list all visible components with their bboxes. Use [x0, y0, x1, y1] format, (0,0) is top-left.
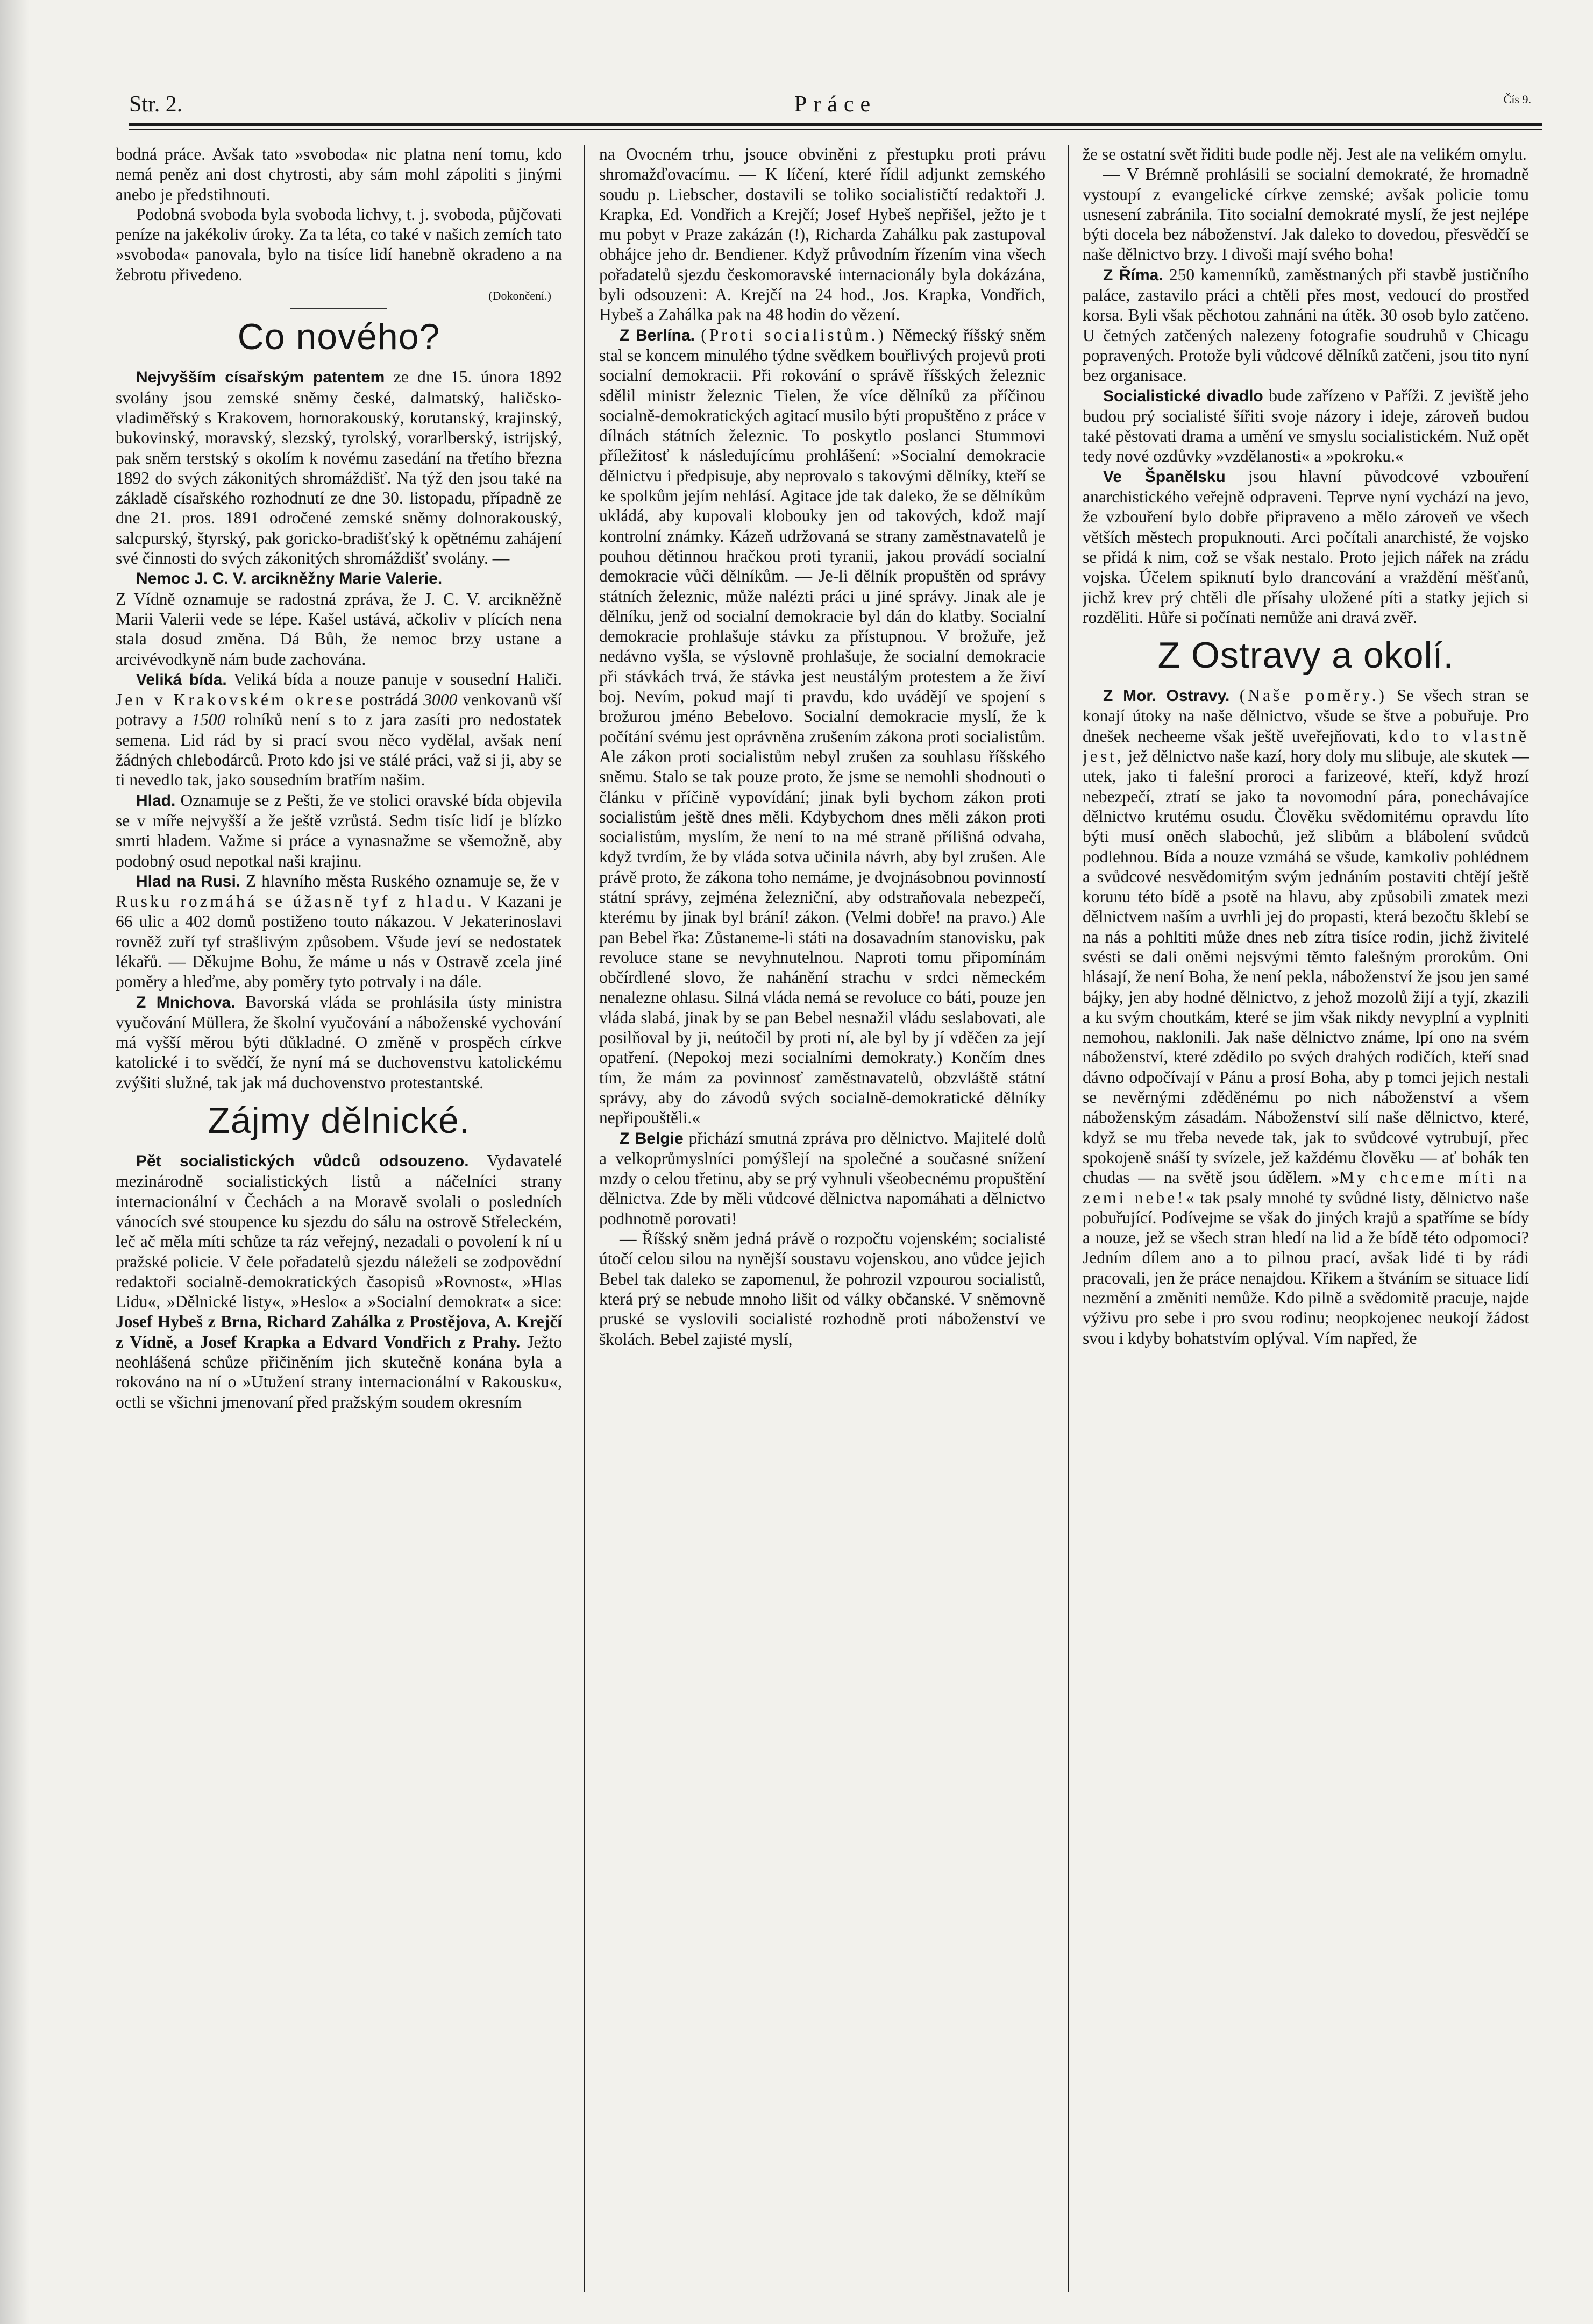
bold-names: Josef Hybeš z Brna, Richard Zahálka z Prostějova, A. Krejčí z Vídně, a Josef Krapka a Edvard Vondřich z Prahy.: [116, 1312, 562, 1351]
news-text: Německý říšský sněm stal se koncem minulého týdne svědkem bouřlivých projevů proti socialní demokracii. Při rokování o správě říšských železnic sdělil ministr železnic Tielen, že více dělníků za příčinou socialně-demokratických agitací musilo býti propuštěno z práce v dílnách státních železnic. To poskytlo poslanci Stummovi příležitosť k následujícímu prohlášení: »Socialní demokracie dělnictvu i předpisuje, aby neprovalo s takovými dělníky, kteří se ke spolkům jejím nehlásí. Agitace jde tak daleko, že se dělníkům ukládá, aby kupovali klobouky jen od takových, kdož mají kontrolní známky. Kázeň udržovaná se strany zaměstnavatelů je pouhou dětinnou hračkou proti tyranii, jakou provádí socialní demokracie vůči dělníkům. — Je-li dělník propuštěn od správy státních železnic, může nalézti práci u jiné správy. Jinak ale je dělníku, jenž od socialní demokracie byl dán do klatby. Socialní demokracie prohlašuje stávku za přístupnou. V brožuře, jež nedávno vyšla, se výslovně prohlašuje, že socialní demokracie při stávkách trvá, že stávka jest neustálým protestem a že živí boj. Nevím, pokud mají ti pravdu, kdo uvádějí ve spojení s brožurou jméno Bebelovo. Socialní demokracie myslí, že k počítání svému jest oprávněna zrušením zákona proti socialistům. Ale zákon proti socialistům nebyl zrušen za souhlasu říšského sněmu. Stalo se tak pouze proto, že jsme se nemohli shodnouti o článku v příčině vypovídání; jinak byli bychom zákon proti socialistům ještě dnes měli. Kdybychom dnes měli zákon proti socialistům, myslím, že není to na mé straně přílišná odvaha, když tvrdím, že by vláda sotva učinila návrh, aby byl zrušen. Ale právě proto, že zákona toho nemáme, je dvojnásobnou povinností státní správy, zejména železniční, aby odstraňovala nebezpečí, kterému by jinak byl brání! zákon. (Velmi dobře! na pravo.) Ale pan Bebel řka: Zůstaneme-li státi na dosavadním stanovisku, pak revoluce stane se nevyhnutelnou. Naproti tomu připomínám občírdlené slovo, že nahánění strachu v srdci německém nenalezne ohlasu. Silná vláda nemá se revoluce co báti, pouze jen vláda slabá, jinak by se pan Bebel nesnažil vládu seslabovati, ale posilňoval by ji, neútočil by proti ní, ale byl by jí vděčen za její opatření. (Nepokoj mezi socialními demokraty.) Končím dnes tím, že mám za povinnosť zaměstnavatelů, obzvláště státní správy, aby do závodů svých socialně-demokratické dělníky nepřipouštěli.«: [599, 325, 1046, 1128]
news-headline: Hlad.: [136, 791, 176, 810]
news-text: Ježto neohlášená schůze přičiněním jich skutečně konána byla a rokováno na ní o »Utužení strany internacionální v Rakousku«, octli se všichni jmenovaní před pražským soudem okresním: [116, 1332, 562, 1412]
news-headline: Pět socialistických vůdců odsouzeno.: [136, 1152, 469, 1171]
news-item: [599, 1128, 1046, 1229]
article-paragraph: bodná práce. Avšak tato »svoboda« nic platna není tomu, kdo nemá peněz ani dost chytrosti, aby sám mohl zápoliti s jinými anebo je předstihnouti.: [116, 145, 562, 204]
news-text: Bavorská vláda se prohlásila ústy ministra vyučování Müllera, že školní vyučování a náboženské vychování má vyšší měrou býti důkladné. O změně v prospěch církve katolické i to svědčí, že nyní má se duchovenstvu katolickému zvýšiti služné, tak jak má duchovenstvo protestantské.: [116, 992, 562, 1092]
number: 3000: [423, 690, 458, 710]
news-item: [116, 1151, 562, 1412]
news-headline: Nemoc J. C. V. arcikněžny Marie Valerie.: [136, 570, 443, 588]
page-header: [129, 86, 1542, 124]
news-headline: Ve Španělsku: [1103, 467, 1226, 486]
news-text: ze dne 15. února 1892 svolány jsou zemské sněmy české, dalmatský, haličsko-vladiměřský s Krakovem, hornorakouský, korutanský, krajinský, bukovinský, moravský, slezský, tyrolský, vorarlberský, istrijský, pak sněm terstský s okolím k novému zasedání na třetího března 1892 do svých zákonitých shromáždišť. Na týž den jsou také na základě císařského rozhodnutí ze dne 30. listopadu, případně ze dne 21. pros. 1891 odročené zemské sněmy dolnorakouský, salcpurský, štyrský, pak goricko-bradišťský k opětnému zahájení své činnosti do svých zákonitých shromáždišť svolány. —: [116, 367, 562, 568]
column-divider: [584, 145, 585, 2292]
news-headline: Z Mor. Ostravy.: [1103, 687, 1230, 705]
news-text: rolníků není s to z jara zasíti pro nedostatek semena. Lid rád by si prací svou něco vydělal, avšak není žádných chlebodárců. Proto kdo jsi ve stálé práci, važ si ji, aby se ti nevedlo tak, jako sousedním bratřím našim.: [116, 710, 562, 790]
news-text: Z hlavního města Ruského oznamuje se, že: [240, 871, 551, 890]
news-item: [1083, 685, 1529, 1348]
news-text: Veliká bída a nouze panuje v sousední Haliči.: [226, 669, 562, 689]
news-headline: Veliká bída.: [136, 670, 227, 689]
news-text: venkovanů vší potravy a: [116, 690, 562, 729]
news-text: postrádá: [355, 690, 424, 710]
spaced-text: (Naše poměry.): [1239, 686, 1388, 705]
news-text: přichází smutná zpráva pro dělnictvo. Majitelé dolů a velkoprůmyslníci pomýšlejí na společné a současné snížení mzdy o celou třetinu, aby se prý vyhnuli všeobecnému propuštění dělnictva. Zde by měli vůdcové dělnictva napomáhati a dělnictvo podhnotně porovati!: [599, 1128, 1046, 1228]
scan-edge-shadow: [0, 0, 30, 2324]
section-title: Co nového?: [237, 316, 440, 358]
news-item: [1083, 265, 1529, 386]
news-headline: Z Belgie: [620, 1129, 684, 1147]
section-title: Z Ostravy a okolí.: [1157, 635, 1454, 676]
news-text: « tak psaly mnohé ty svůdné listy, dělnictvo naše pobuřující. Podívejme se však do jiných krajů a spatříme se bídy a nouze, jež se všech stran hledí na lid a že bídě této odpomoci? Jedním dílem ano a to pilnou prací, avšak lidé ti by rádi pracovali, jen že práce nenajdou. Křikem a štváním se situace lidí nezmění a změniti nemůže. Kdo pilně a svědomitě pracuje, najde výživu pro sebe i pro svou rodinu; neopkojenec neukojí žádost svou i kdyby bohatstvím oplýval. Vím napřed, že: [1083, 1188, 1529, 1348]
spaced-text: My chceme míti na zemi nebe!: [1083, 1168, 1529, 1207]
news-headline: Nejvyšším císařským patentem: [136, 369, 385, 387]
article-paragraph: že se ostatní svět řiditi bude podle něj. Jest ale na velikém omylu.: [1083, 145, 1527, 164]
news-item: [599, 325, 1046, 1128]
news-text: Se všech stran se konají útoky na naše dělnictvo, všude se štve a pobuřuje. Pro dnešek necheeme však ještě uveřejňovati,: [1083, 686, 1529, 746]
news-headline: Hlad na Rusi.: [136, 872, 241, 890]
section-title: Zájmy dělnické.: [208, 1100, 470, 1142]
news-headline: Z Říma.: [1103, 266, 1163, 284]
column-divider: [1068, 145, 1069, 2292]
news-headline: Socialistické divadlo: [1103, 387, 1263, 405]
article-paragraph: — Říšský sněm jedná právě o rozpočtu vojenském; socialisté útočí celou silou na nynější soustavu vojenskou, ano vůdce jejich Bebel tak daleko se zapomenul, že pohrozil vzpourou socialistů, která prý se nebude mnoho lišit od války občanské. V sněmovně pruské se vyslovili socialisté rozhodně proti náboženství ve školách. Bebel zajisté myslí,: [599, 1229, 1046, 1349]
spaced-text: kdo to vlastně jest,: [1083, 726, 1529, 766]
news-item: [116, 669, 562, 790]
news-headline: Z Berlína.: [620, 326, 695, 344]
spaced-text: Jen v Krakovském okrese: [116, 690, 355, 710]
short-divider: [290, 308, 387, 309]
column-3: [1083, 144, 1529, 2291]
news-item: [116, 992, 562, 1093]
article-paragraph: na Ovocném trhu, jsouce obviněni z přestupku proti právu shromažďovacímu. — K líčení, které řídil adjunkt zemského soudu p. Liebscher, dostavili se toliko socialističtí redaktoři J. Krapka, Ed. Vondřich a Krejčí; Josef Hybeš nepřišel, ježto je t mu pobyt v Praze zakázán (!), Richarda Zahálku pak zastupoval obhájce jeho dr. Bendiener. Když průvodním řízením vina všech pořadatelů sjezdu českomoravské internacionály byla dokázána, byli odsouzeni: A. Krejčí na 24 hod., Jos. Krapka, Vondřich, Hybeš a Zahálka pak na 48 hodin do vězení.: [599, 145, 1046, 324]
news-text: Vydavatelé mezinárodně socialistických listů a náčelníci strany internacionální v Čechách a na Moravě svolali o posledních vánocích své stoupence ku sjezdu do sálu na ostrově Střeleckém, leč ač měla míti schůze ta ráz veřejný, nezadali o povolení k ní u pražské policie. V čele pořadatelů sjezdu náleželi se zodpovědní redaktoři socialně-demokratických časopisů »Rovnost«, »Hlas Lidu«, »Dělnické listy«, »Heslo« a »Socialní demokrat« a sice:: [116, 1151, 562, 1312]
news-text: Z Vídně oznamuje se radostná zpráva, že J. C. V. arcikněžně Marii Valerii vede se lépe. Kašel ustává, ačkoliv v plících nena stala dosud změna. Dá Bůh, že nemoc brzy ustane a arcivévodkyně nám bude zachována.: [116, 589, 562, 669]
header-rule-thick: [129, 123, 1542, 126]
news-item: [116, 790, 562, 871]
spaced-text: v Rusku rozmáhá se úžasně tyf z hladu.: [116, 871, 562, 911]
news-item: [116, 367, 562, 568]
number: 1500: [191, 710, 226, 729]
column-2: [599, 144, 1046, 2291]
news-text: bude zařízeno v Paříži. Z jeviště jeho budou prý socialisté šířiti svoje názory i ideje, zároveň budou také pěstovati drama a umění ve smyslu socialistickém. Nuž opět tedy nové ozdůvky »vzdělanosti« a »pokroku.«: [1083, 386, 1529, 466]
header-rule-thin: [129, 129, 1542, 130]
news-text: jež dělnictvo naše kazí, hory doly mu slibuje, ale skutek — utek, jako ti falešní proroci a farizeové, kteří, když hrozí nebezpečí, ztratí se jako ta novomodní pára, ponechávajíce dělnictvo krutému osudu. Člověku svědomitému opravdu líto býti musí oněch slabochů, jež slibům a blábolení svůdců podlehnou. Bída a nouze vzmáhá se všude, kamkoliv pohlédnem a svůdcové nesvědomitým svým jednáním postaviti chtějí ještě korunu této bídě a psotě na hlavu, aby způsobili zmatek mezi dělnictvem naším a uvrhli jej do propasti, která bezočtu šklebí se na nás a pohltiti může dnes neb zítra tisíce rodin, jichž živitelé svésti se dali oněmi nejsvými těmto falešným prorokům. Oni hlásají, že není Boha, že není pekla, náboženství že jsou jen samé bájky, jen aby hodné dělnictvo, z jehož mozolů žijí a tyjí, zkazili a ku svým choutkám, které se jim však nikdy nevyplní a vyplniti nemohou, naklonili. Jak naše dělnictvo známe, lpí ono na svém náboženství, které zdědilo po svých drahých rodičích, kteří snad dávno odpočívají v Pánu a prosí Boha, aby p tomci jejich nestali se nevěrnými zděděnému po nich náboženství a všem náboženským zásadám. Náboženství silí naše dělnictvo, které, když se mu třeba nevede tak, jak to svůdcové vytrubují, přec spokojeně snáší ty svízele, jež každému člověku — ať bohák ten chudas — na světě jsou údělem. »: [1083, 747, 1529, 1187]
continued-note: (Dokončení.): [488, 289, 551, 303]
news-text: jsou hlavní původcové vzbouření anarchistického veřejně odpraveni. Teprve nyní vychází na jevo, že vzbouření bylo dobře připraveno a mělo zároveň ve všech větších městech propuknouti. Arci počítali anarchisté, že vojsko se přidá k nim, což se však nestalo. Proto jejich nářek na zrádu vojska. Účelem spiknutí bylo drancování a vraždění měšťanů, jichž krev prý chtěli dle přísahy uložené píti a statky jejich si rozděliti. Hůře si počínati nemůže ani dravá zvěř.: [1083, 466, 1529, 627]
issue-number: Čís 9.: [1503, 93, 1531, 106]
article-paragraph: — V Brémně prohlásili se socialní demokraté, že hromadně vystoupí z evangelické církve zemské; avšak policie tomu usnesení zabránila. Tito socialní demokraté myslí, že jest nejlépe býti docela bez náboženství. Jak daleko to dovedou, přesvědčí se naše dělnictvo brzy. I divoši mají svého boha!: [1083, 165, 1529, 264]
news-text: 250 kamenníků, zaměstnaných při stavbě justičního paláce, zastavilo práci a chtěli přes most, vedoucí do prostřed korsa. Byli však pěchotou zahnáni na útěk. 30 osob bylo zatčeno. U četných zatčených nalezeny fotografie soudruhů v Chicagu popravených. Protože byli vůdcové dělníků zatčeni, jsou tito nyní bez organisace.: [1083, 265, 1529, 385]
news-item: [116, 568, 562, 589]
article-paragraph: Podobná svoboda byla svoboda lichvy, t. j. svoboda, půjčovati peníze na jakékoliv úroky. Za ta léta, co také v našich zemích tato »svoboda« panovala, bylo na tisíce lidí hanebně okradeno a na žebrotu přivedeno.: [116, 204, 562, 284]
news-text: V Kazani je 66 ulic a 402 domů postiženo touto nákazou. V Jekaterinoslavi rovněž zuří tyf strašlivým způsobem. Všude jeví se nedostatek lékařů. — Děkujme Bohu, že máme u nás v Ostravě zcela jiné poměry a hleďme, aby poměry tyto potrvaly i na dále.: [116, 892, 562, 991]
news-headline: Z Mnichova.: [136, 993, 236, 1011]
column-1: [116, 144, 562, 2291]
news-item: [1083, 466, 1529, 627]
spaced-text: (Proti socialistům.): [701, 325, 886, 344]
newspaper-title: Práce: [794, 92, 877, 117]
news-item: [116, 871, 562, 992]
news-text: Oznamuje se z Pešti, že ve stolici oravské bída objevila se v míře nejvyšší a že ještě vzrůstá. Sedm tisíc lidí je blízko smrti hladem. Važme si práce a vynasnažme se všemožně, aby podobný osud nepotkal naši krajinu.: [116, 790, 562, 870]
page-number: Str. 2.: [129, 92, 183, 117]
news-item: [1083, 386, 1529, 466]
